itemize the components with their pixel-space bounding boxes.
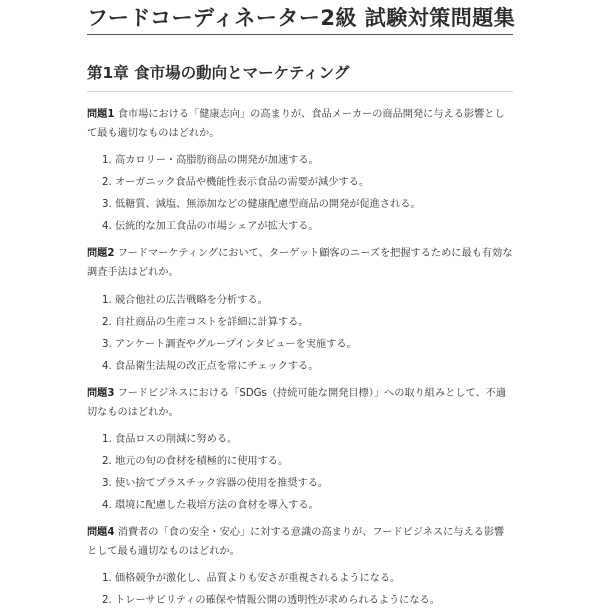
question-body: 食市場における「健康志向」の高まりが、食品メーカーの商品開発に与える影響として最も適切なものはどれか。	[87, 109, 505, 139]
question-3	[87, 384, 513, 513]
option-item: 1. 競合他社の広告戦略を分析する。	[102, 295, 268, 306]
chapter-divider	[87, 91, 513, 92]
question-label: 問題4	[87, 527, 115, 538]
option-item: 3. 使い捨てプラスチック容器の使用を推奨する。	[102, 478, 329, 489]
option-item: 1. 価格競争が激化し、品質よりも安さが重視されるようになる。	[102, 573, 401, 584]
question-label: 問題3	[87, 388, 115, 399]
option-list	[87, 433, 513, 513]
question-label: 問題2	[87, 248, 115, 259]
option-item: 4. 環境に配慮した栽培方法の食材を導入する。	[102, 500, 319, 511]
option-list	[87, 154, 513, 234]
question-text	[87, 384, 513, 422]
option-item: 1. 食品ロスの削減に努める。	[102, 434, 238, 445]
option-item: 2. 地元の旬の食材を積極的に使用する。	[102, 456, 289, 467]
title-divider	[87, 34, 513, 35]
option-item: 2. 自社商品の生産コストを詳細に計算する。	[102, 317, 309, 328]
document-title: フードコーディネーター2級 試験対策問題集	[87, 6, 516, 30]
question-1	[87, 105, 513, 234]
question-label: 問題1	[87, 109, 115, 120]
option-item: 2. トレーサビリティの確保や情報公開の透明性が求められるようになる。	[102, 595, 440, 606]
question-text	[87, 244, 513, 282]
option-list	[87, 572, 513, 608]
question-text	[87, 105, 513, 143]
option-item: 3. アンケート調査やグループインタビューを実施する。	[102, 339, 357, 350]
question-text	[87, 523, 513, 561]
option-item: 4. 食品衛生法規の改正点を常にチェックする。	[102, 361, 319, 372]
option-item: 3. 低糖質、減塩、無添加などの健康配慮型商品の開発が促進される。	[102, 199, 421, 210]
question-2	[87, 244, 513, 374]
chapter-title: 第1章 食市場の動向とマーケティング	[87, 64, 350, 82]
option-item: 4. 伝統的な加工食品の市場シェアが拡大する。	[102, 221, 319, 232]
option-list	[87, 294, 513, 374]
question-body: 消費者の「食の安全・安心」に対する意識の高まりが、フードビジネスに与える影響として最も適切なものはどれか。	[87, 527, 505, 557]
question-body: フードビジネスにおける「SDGs（持続可能な開発目標）」への取り組みとして、不適切なものはどれか。	[87, 388, 507, 418]
question-body: フードマーケティングにおいて、ターゲット顧客のニーズを把握するために最も有効な調査手法はどれか。	[87, 248, 513, 278]
option-item: 1. 高カロリー・高脂肪商品の開発が加速する。	[102, 155, 319, 166]
option-item: 2. オーガニック食品や機能性表示食品の需要が減少する。	[102, 177, 370, 188]
question-4	[87, 523, 513, 608]
document-page	[87, 0, 516, 608]
